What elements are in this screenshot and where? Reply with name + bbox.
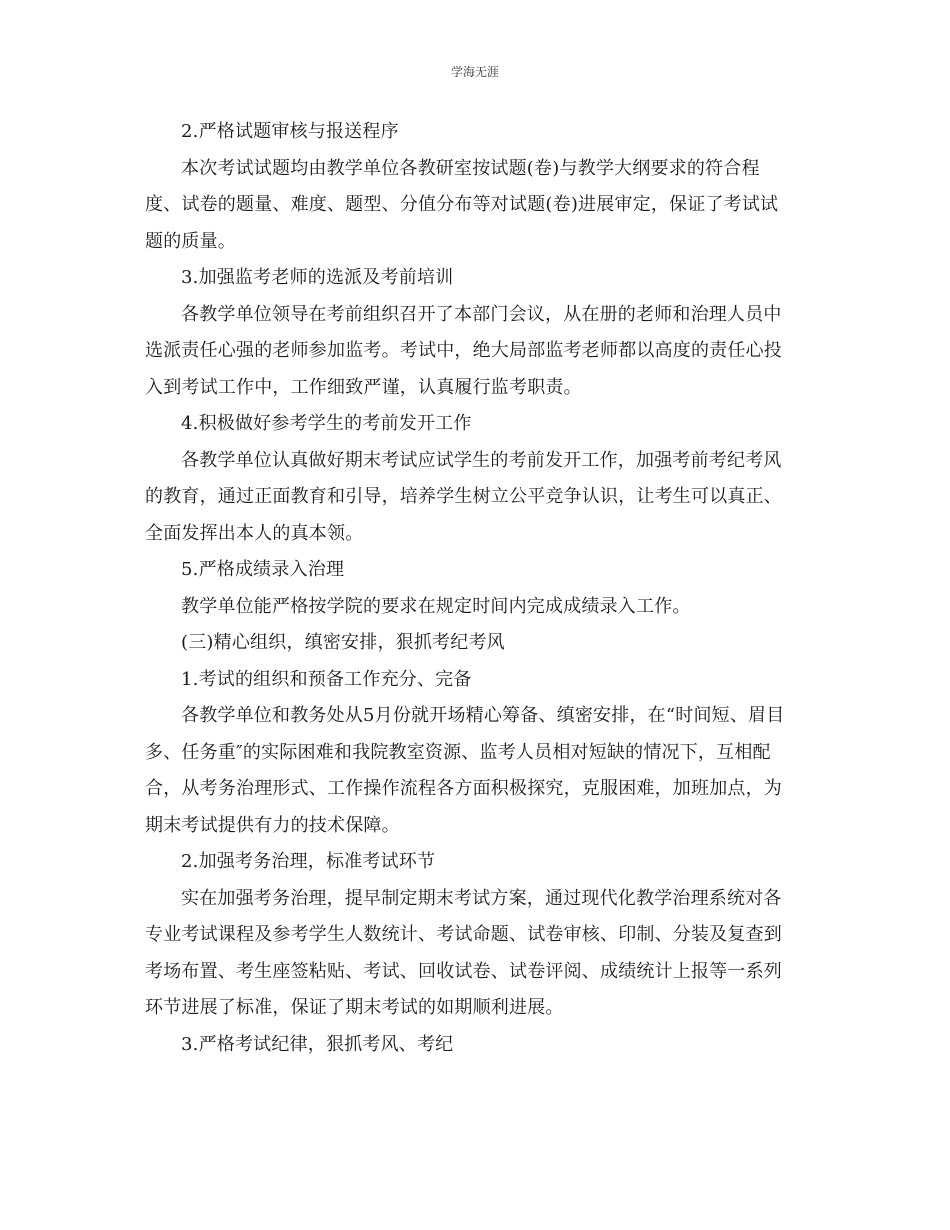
text-line: 各教学单位和教务处从5月份就开场精心筹备、缜密安排，在“时间短、眉目 xyxy=(181,705,785,726)
text-line: 1.考试的组织和预备工作充分、完备 xyxy=(181,668,472,690)
text-line: 期末考试提供有力的技术保障。 xyxy=(145,814,400,836)
text-line: 题的质量。 xyxy=(145,230,236,252)
text-line: 度、试卷的题量、难度、题型、分值分布等对试题(卷)进展审定，保证了考试试 xyxy=(145,194,779,215)
text-line: 考场布置、考生座签粘贴、考试、回收试卷、试卷评阅、成绩统计上报等一系列 xyxy=(145,960,782,982)
text-line: 合，从考务治理形式、工作操作流程各方面积极探究，克服困难，加班加点，为 xyxy=(145,778,782,799)
text-line: 教学单位能严格按学院的要求在规定时间内完成成绩录入工作。 xyxy=(181,595,691,617)
text-line: 2.严格试题审核与报送程序 xyxy=(181,121,399,142)
text-line: 多、任务重″的实际困难和我院教室资源、监考人员相对短缺的情况下，互相配 xyxy=(145,741,771,763)
text-line: 全面发挥出本人的真本领。 xyxy=(145,522,364,544)
text-line: 各教学单位领导在考前组织召开了本部门会议，从在册的老师和治理人员中 xyxy=(181,303,782,325)
page-header: 学海无涯 xyxy=(450,65,499,79)
text-line: 本次考试试题均由教学单位各教研室按试题(卷)与教学大纲要求的符合程 xyxy=(181,157,760,179)
text-line: 选派责任心强的老师参加监考。考试中，绝大局部监考老师都以高度的责任心投 xyxy=(145,340,782,361)
text-line: 2.加强考务治理，标准考试环节 xyxy=(181,851,436,872)
text-line: (三)精心组织，缜密安排，狠抓考纪考风 xyxy=(181,632,505,653)
text-line: 各教学单位认真做好期末考试应试学生的考前发开工作，加强考前考纪考风 xyxy=(181,449,782,471)
text-line: 4.积极做好参考学生的考前发开工作 xyxy=(181,413,472,434)
text-line: 入到考试工作中，工作细致严谨，认真履行监考职责。 xyxy=(145,376,582,398)
text-line: 专业考试课程及参考学生人数统计、考试命题、试卷审核、印制、分装及复查到 xyxy=(145,924,782,945)
text-line: 3.加强监考老师的选派及考前培训 xyxy=(181,267,454,288)
text-line: 的教育，通过正面教育和引导，培养学生树立公平竞争认识，让考生可以真正、 xyxy=(145,486,782,507)
text-line: 5.严格成绩录入治理 xyxy=(181,559,345,580)
text-line: 环节进展了标准，保证了期末考试的如期顺利进展。 xyxy=(145,997,564,1018)
document-body xyxy=(145,114,805,1063)
text-line: 实在加强考务治理，提早制定期末考试方案，通过现代化教学治理系统对各 xyxy=(181,887,782,909)
text-line: 3.严格考试纪律，狠抓考风、考纪 xyxy=(181,1033,454,1055)
